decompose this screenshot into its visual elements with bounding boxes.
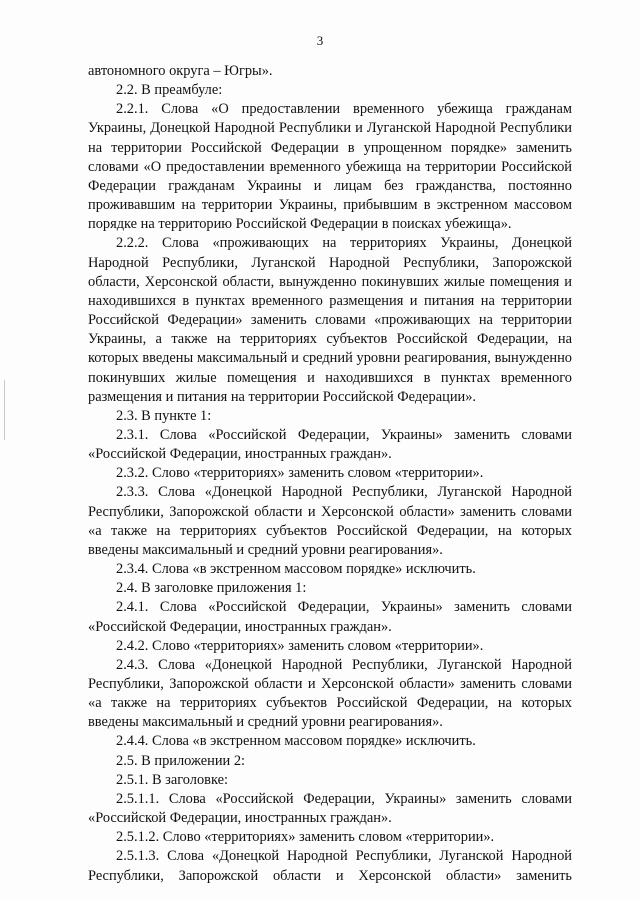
paragraph-p12: 2.4.3. Слова «Донецкой Народной Республики, Луганской Народной Республики, Запорожской области и Херсонской области» заменить словами «а также на территориях субъектов Российской Федерации, на которых введены максимальный и средний уровни реагирования». — [88, 656, 572, 731]
paragraph-p6: 2.3.2. Слово «территориях» заменить словом «территории». — [116, 465, 484, 482]
document-body — [88, 62, 572, 886]
paragraph-p13: 2.4.4. Слова «в экстренном массовом порядке» исключить. — [116, 733, 476, 750]
paragraph-p4: 2.3. В пункте 1: — [116, 407, 212, 424]
paragraph-p8: 2.3.4. Слова «в экстренном массовом порядке» исключить. — [116, 561, 476, 578]
paragraph-p9: 2.4. В заголовке приложения 1: — [116, 580, 307, 597]
paragraph-p16: 2.5.1.1. Слова «Российской Федерации, Украины» заменить словами «Российской Федерации, иностранных граждан». — [88, 790, 572, 827]
paragraph-p1: 2.2. В преамбуле: — [116, 82, 223, 99]
scan-edge-mark — [4, 380, 5, 440]
paragraph-p15: 2.5.1. В заголовке: — [116, 771, 228, 788]
paragraph-p0: автономного округа – Югры». — [88, 63, 273, 79]
paragraph-p11: 2.4.2. Слово «территориях» заменить словом «территории». — [116, 637, 484, 654]
paragraph-p17: 2.5.1.2. Слово «территориях» заменить словом «территории». — [116, 829, 495, 846]
paragraph-p18: 2.5.1.3. Слова «Донецкой Народной Республики, Луганской Народной Республики, Запорожской области и Херсонской области» заменить — [88, 848, 572, 884]
paragraph-p5: 2.3.1. Слова «Российской Федерации, Украины» заменить словами «Российской Федерации, иностранных граждан». — [88, 426, 572, 463]
paragraph-p7: 2.3.3. Слова «Донецкой Народной Республики, Луганской Народной Республики, Запорожской области и Херсонской области» заменить словами «а также на территориях субъектов Российской Федерации, на которых введены максимальный и средний уровни реагирования». — [88, 484, 572, 558]
paragraph-p14: 2.5. В приложении 2: — [116, 752, 246, 769]
paragraph-p10: 2.4.1. Слова «Российской Федерации, Украины» заменить словами «Российской Федерации, иностранных граждан». — [88, 599, 572, 635]
paragraph-p3: 2.2.2. Слова «проживающих на территориях Украины, Донецкой Народной Республики, Луганской Народной Республики, Запорожской области, Херсонской области, вынужденно покинувших жилые помещения и находившихся в пунктах временного размещения и питания на территории Российской Федерации» заменить словами «проживающих на территории Украины, а также на территориях субъектов Российской Федерации, на которых введены максимальный и средний уровни реагирования, вынужденно покинувших жилые помещения и находившихся в пунктах временного размещения и питания на территории Российской Федерации». — [88, 235, 572, 405]
paragraph-p2: 2.2.1. Слова «О предоставлении временного убежища гражданам Украины, Донецкой Народной Республики и Луганской Народной Республики на территории Российской Федерации в упрощенном порядке» заменить словами «О предоставлении временного убежища на территории Российской Федерации гражданам Украины и лицам без гражданства, постоянно проживавшим на территории Украины, прибывшим в экстренном массовом порядке на территорию Российской Федерации в поисках убежища». — [88, 101, 572, 233]
page-number: 3 — [316, 33, 324, 48]
